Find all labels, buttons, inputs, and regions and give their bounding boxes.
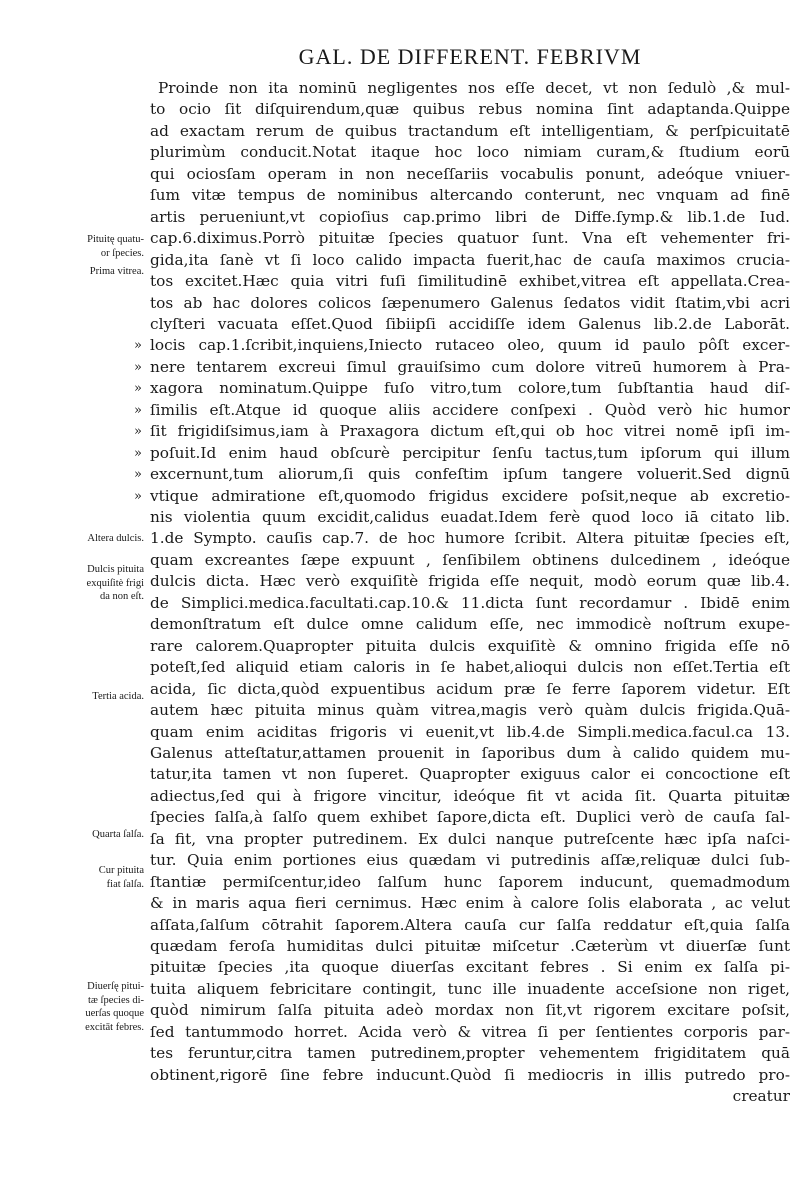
quote-mark: » (134, 445, 142, 461)
text-line: ſtantiæ permiſcentur,ideo ſalſum hunc ſaporem inducunt, quemadmodum (150, 872, 790, 891)
text-line: xagora nominatum.Quippe fuſo vitro,tum colore,tum ſubſtantia haud diſ- (150, 379, 790, 398)
text-line: dulcis dicta. Hæc verò exquiſitè frigida eſſe nequit, modò eorum quæ lib.4. (150, 572, 790, 591)
text-line: ad exactam rerum de quibus tractandum eſt intelligentiam, & perſpicuitatē (150, 121, 790, 140)
text-line: quam excreantes ſæpe expuunt , ſenſibilem obtinens dulcedinem , ideóque (150, 550, 790, 569)
text-line: ſed tantummodo horret. Acida verò & vitrea ſi per ſentientes corporis par- (150, 1022, 790, 1041)
text-line: tos ab hac dolores colicos ſæpenumero Galenus ſedatos vidit ſtatim,vbi acri (150, 293, 790, 312)
text-line: tos excitet.Hæc quia vitri fuſi ſimilitudinē exhibet,vitrea eſt appellata.Crea- (150, 272, 790, 291)
margin-note: Quarta ſalſa. (92, 829, 144, 840)
text-line: ſimilis eſt.Atque id quoque aliis accidere conſpexi . Quòd verò hic humor (150, 400, 790, 419)
text-line: plurimùm conducit.Notat itaque hoc loco nimiam curam,& ſtudium eorū (150, 143, 790, 162)
text-line: ſum vitæ tempus de nominibus altercando conterunt, nec vnquam ad finē (150, 186, 790, 205)
text-line: acida, ſic dicta,quòd expuentibus acidum præ ſe ferre ſaporem videtur. Eſt (150, 679, 790, 698)
margin-note: Diuerſę pitui- tæ ſpecies di- uerſas quoque excitāt febres. (85, 981, 144, 1033)
margin-note: Pituitę quatu- or ſpecies. (87, 234, 144, 259)
text-line: tur. Quia enim portiones eius quædam vi putredinis aſſæ,reliquæ dulci ſub- (150, 851, 790, 870)
text-line: & in maris aqua fieri cernimus. Hæc enim à calore ſolis elaborata , ac velut (150, 894, 790, 913)
text-line: Proinde non ita nominū negligentes nos eſſe decet, vt non ſedulò ,& mul- (158, 79, 790, 97)
quote-mark: » (134, 402, 142, 418)
text-line: locis cap.1.ſcribit,inquiens,Iniecto rutaceo oleo, quum id paulo pôſt excer- (150, 336, 790, 355)
text-line: gida,ita ſanè vt ſi loco calido impacta fuerit,hac de cauſa maximos crucia- (150, 250, 790, 269)
margin-note: Prima vitrea. (89, 266, 144, 277)
text-line: 1.de Sympto. cauſis cap.7. de hoc humore ſcribit. Altera pituitæ ſpecies eſt, (150, 529, 790, 548)
text-line: nis violentia quum excidit,calidus euadat.Idem ferè quod loco iā citato lib. (150, 508, 790, 526)
text-line: vtique admiratione eſt,quomodo frigidus excidere poſsit,neque ab excretio- (150, 486, 790, 505)
text-line: qui ociosſam operam in non neceſſariis vocabulis ponunt, adeóque vniuer- (150, 164, 790, 183)
text-line: quædam feroſa humiditas dulci pituitæ miſcetur .Cæterùm vt diuerſæ ſunt (150, 937, 790, 955)
quote-mark: » (134, 424, 142, 440)
text-line: to ocio ſit diſquirendum,quæ quibus rebus nomina ſint adaptanda.Quippe (150, 100, 790, 119)
margin-note: Altera dulcis. (87, 533, 144, 544)
quote-mark: » (134, 359, 142, 375)
text-line: ſa fit, vna propter putredinem. Ex dulci nanque putreſcente hæc ipſa naſci- (150, 829, 790, 848)
quote-mark: » (134, 381, 142, 397)
margin-note: Cur pituita fiat ſalſa. (98, 865, 144, 890)
text-line: Galenus atteſtatur,attamen prouenit in ſaporibus dum à calido quidem mu- (150, 743, 790, 762)
text-line: quòd nimirum ſalſa pituita adeò mordax non ſit,vt rigorem excitare poſsit, (150, 1001, 790, 1020)
text-line: obtinent,rigorē ſine febre inducunt.Quòd ſi mediocris in illis putredo pro- (150, 1065, 790, 1084)
text-line: autem hæc pituita minus quàm vitrea,magis verò quàm dulcis frigida.Quā- (150, 701, 790, 720)
margin-note: Dulcis pituita exquiſitè frigi da non eſt. (86, 564, 144, 602)
text-line: clyſteri vacuata eſſet.Quod ſibiipſi accidiſſe idem Galenus lib.2.de Laborāt. (150, 314, 790, 333)
text-line: poteſt,ſed aliquid etiam caloris in ſe habet,alioqui dulcis non eſſet.Tertia eſt (150, 658, 790, 677)
text-line: aſſata,ſalſum cōtrahit ſaporem.Altera cauſa cur ſalſa reddatur eſt,quia ſalſa (150, 915, 790, 934)
text-line: ſpecies ſalſa,à ſalſo quem exhibet ſapore,dicta eſt. Duplici verò de cauſa ſal- (150, 808, 790, 827)
quote-mark: » (134, 338, 142, 354)
text-line: tuita aliquem febricitare contingit, tunc ille inuadente acceſsione non riget, (150, 979, 790, 998)
text-line: creatur (732, 1087, 790, 1106)
text-line: de Simplici.medica.facultati.cap.10.& 11.dicta ſunt recordamur . Ibidē enim (150, 593, 790, 612)
quote-mark: » (134, 467, 142, 483)
running-header: GAL. DE DIFFERENT. FEBRIVM (298, 44, 642, 69)
margin-note: Tertia acida. (92, 691, 144, 702)
text-line: nere tentarem excreui ſimul grauiſsimo cum dolore vitreū humorem à Pra- (150, 357, 790, 376)
text-line: tes feruntur,citra tamen putredinem,propter vehementem frigiditatem quā (150, 1044, 790, 1063)
text-line: rare calorem.Quapropter pituita dulcis exquiſitè & omnino frigida eſſe nō (150, 636, 790, 655)
text-line: poſuit.Id enim haud obſcurè percipitur ſenſu tactus,tum ipſorum qui illum (150, 443, 790, 462)
text-line: artis perueniunt,vt copioſius cap.primo libri de Diffe.ſymp.& lib.1.de Iud. (150, 207, 790, 226)
text-line: pituitæ ſpecies ,ita quoque diuerſas excitant febres . Si enim ex ſalſa pi- (150, 958, 790, 977)
text-line: adiectus,ſed qui à frigore vincitur, ideóque fit vt acida ſit. Quarta pituitæ (150, 786, 790, 805)
quote-mark: » (134, 488, 142, 504)
text-line: quam enim aciditas frigoris vi euenit,vt lib.4.de Simpli.medica.facul.ca 13. (150, 722, 790, 741)
text-line: demonſtratum eſt dulce omne calidum eſſe, nec immodicè noſtrum exupe- (150, 615, 790, 634)
text-line: cap.6.diximus.Porrò pituitæ ſpecies quatuor ſunt. Vna eſt vehementer fri- (150, 229, 790, 248)
text-line: ſit frigidiſsimus,iam à Praxagora dictum eſt,qui ob hoc vitrei nomē ipſi im- (150, 422, 790, 441)
text-line: tatur,ita tamen vt non ſuperet. Quapropter exiguus calor ei concoctione eſt (150, 765, 790, 784)
text-line: excernunt,tum aliorum,ſi quis confeſtim ipſum tangere voluerit.Sed dignū (150, 465, 790, 484)
